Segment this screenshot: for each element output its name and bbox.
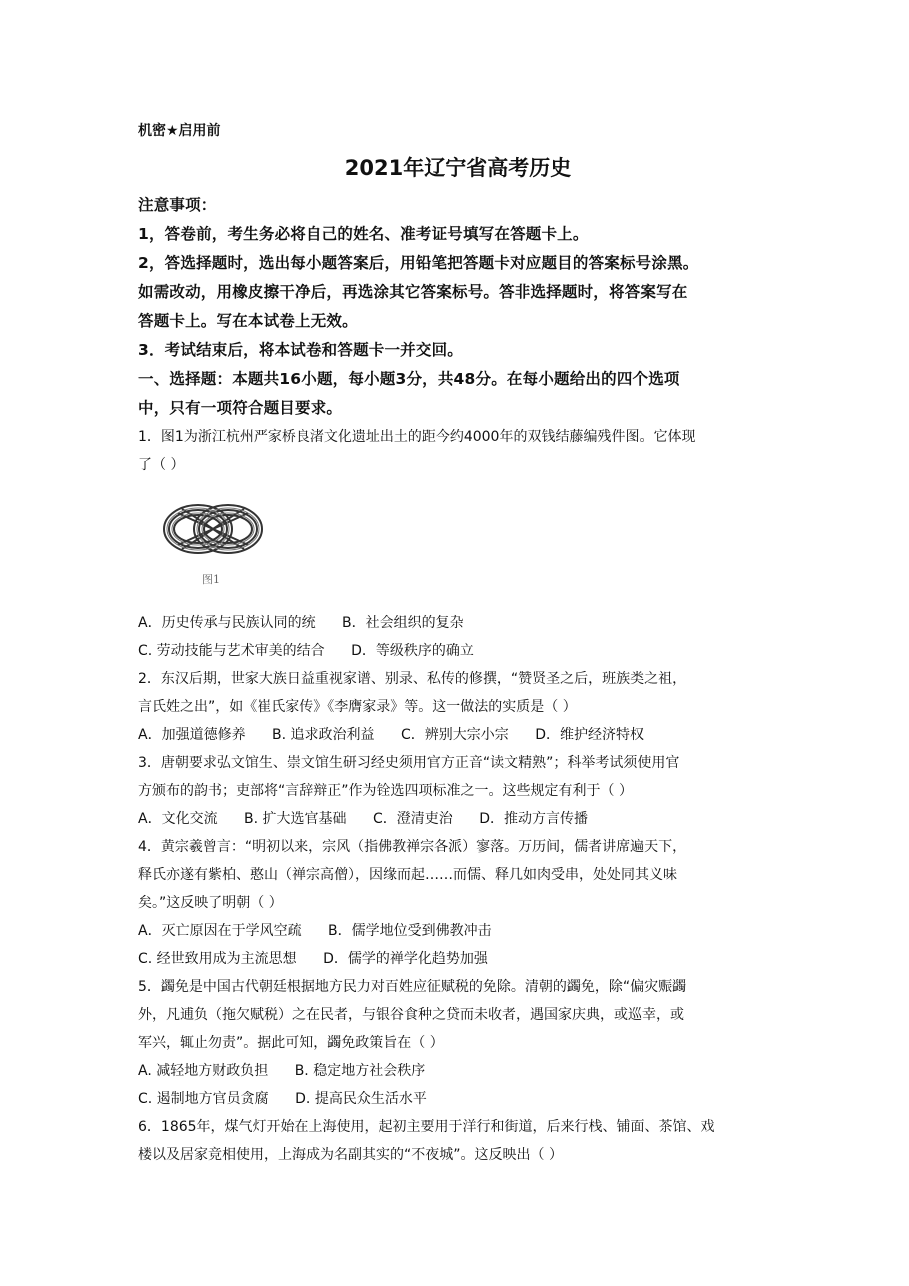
question-4-option-c: C. 经世致用成为主流思想 <box>138 951 297 967</box>
section-heading <box>138 365 778 423</box>
exam-page <box>138 118 778 1169</box>
question-4-stem-line-3: 矣。”这反映了明朝（ ） <box>138 895 283 911</box>
figure-1-double-coin-knot <box>158 495 268 595</box>
question-2-options-row <box>138 721 778 749</box>
question-5-option-c: C. 遏制地方官员贪腐 <box>138 1091 269 1107</box>
question-1-option-d: D．等级秩序的确立 <box>351 643 474 659</box>
question-5-option-d: D. 提高民众生活水平 <box>295 1091 427 1107</box>
question-1-options-row-1 <box>138 609 778 637</box>
notice-item-1: 1，答卷前，考生务必将自己的姓名、准考证号填写在答题卡上。 <box>138 225 589 243</box>
question-3-option-d: D．推动方言传播 <box>479 811 589 827</box>
question-3-option-b: B. 扩大选官基础 <box>244 811 347 827</box>
notice-heading: 注意事项： <box>138 196 217 214</box>
question-1 <box>138 423 778 665</box>
notice-item-3: 3．考试结束后，将本试卷和答题卡一并交回。 <box>138 341 463 359</box>
question-4 <box>138 833 778 973</box>
question-5-option-b: B. 稳定地方社会秩序 <box>294 1063 426 1079</box>
section-heading-line-2: 中，只有一项符合题目要求。 <box>138 399 343 417</box>
notice-item-2-line-3: 答题卡上。写在本试卷上无效。 <box>138 312 358 330</box>
question-4-option-a: A．灭亡原因在于学风空疏 <box>138 923 302 939</box>
notice-item-2-line-2: 如需改动，用橡皮擦干净后，再选涂其它答案标号。答非选择题时，将答案写在 <box>138 283 688 301</box>
question-4-stem-line-1: 4．黄宗羲曾言：“明初以来，宗风（指佛教禅宗各派）寥落。万历间，儒者讲席遍天下， <box>138 839 687 855</box>
question-5-stem-line-2: 外，凡逋负（拖欠赋税）之在民者，与银谷食种之贷而未收者，遇国家庆典，或巡幸，或 <box>138 1007 684 1023</box>
double-coin-knot-image <box>158 495 268 575</box>
question-4-option-b: B．儒学地位受到佛教冲击 <box>328 923 492 939</box>
question-1-options-row-2 <box>138 637 778 665</box>
question-3-stem-line-2: 方颁布的韵书；吏部将“言辞辩正”作为铨选四项标准之一。这些规定有利于（ ） <box>138 783 633 799</box>
question-5-options-row-2 <box>138 1085 778 1113</box>
question-1-option-b: B．社会组织的复杂 <box>342 615 464 631</box>
question-6 <box>138 1113 778 1169</box>
section-heading-line-1: 一、选择题：本题共16小题，每小题3分，共48分。在每小题给出的四个选项 <box>138 370 680 388</box>
question-2-option-d: D．维护经济特权 <box>535 727 645 743</box>
question-5-option-a: A. 减轻地方财政负担 <box>138 1063 269 1079</box>
question-6-stem-line-1: 6．1865年，煤气灯开始在上海使用，起初主要用于洋行和街道，后来行栈、铺面、茶馆、戏 <box>138 1119 715 1135</box>
question-5-stem-line-3: 军兴，辄止勿责”。据此可知，蠲免政策旨在（ ） <box>138 1035 444 1051</box>
question-4-stem-line-2: 释氏亦遂有紫柏、憨山（禅宗高僧），因缘而起……而儒、释几如肉受串，处处同其义味 <box>138 867 677 883</box>
confidential-label: 机密★启用前 <box>138 123 221 139</box>
question-3-options-row <box>138 805 778 833</box>
notice-block <box>138 191 778 365</box>
question-4-option-d: D．儒学的禅学化趋势加强 <box>323 951 488 967</box>
figure-1-caption: 图1 <box>202 573 220 586</box>
question-1-stem-line-2: 了（ ） <box>138 457 185 473</box>
question-3-option-a: A．文化交流 <box>138 811 218 827</box>
question-5 <box>138 973 778 1113</box>
question-2-option-a: A．加强道德修养 <box>138 727 246 743</box>
question-3-stem-line-1: 3．唐朝要求弘文馆生、崇文馆生研习经史须用官方正音“读文精熟”；科举考试须使用官 <box>138 755 680 771</box>
question-2-option-b: B. 追求政治利益 <box>272 727 375 743</box>
question-1-option-c: C. 劳动技能与艺术审美的结合 <box>138 643 325 659</box>
question-2-stem-line-2: 言氏姓之出”，如《崔氏家传》《李膺家录》等。这一做法的实质是（ ） <box>138 699 577 715</box>
notice-item-2-line-1: 2，答选择题时，选出每小题答案后，用铅笔把答题卡对应题目的答案标号涂黑。 <box>138 254 699 272</box>
question-4-options-row-1 <box>138 917 778 945</box>
question-2-option-c: C．辨别大宗小宗 <box>401 727 509 743</box>
question-6-stem-line-2: 楼以及居家竞相使用，上海成为名副其实的“不夜城”。这反映出（ ） <box>138 1147 563 1163</box>
question-3 <box>138 749 778 833</box>
question-3-option-c: C．澄清吏治 <box>373 811 453 827</box>
question-2 <box>138 665 778 749</box>
question-5-options-row-1 <box>138 1057 778 1085</box>
question-1-stem-line-1: 1．图1为浙江杭州严家桥良渚文化遗址出土的距今约4000年的双钱结藤编残件图。它体现 <box>138 429 696 445</box>
question-4-options-row-2 <box>138 945 778 973</box>
question-2-stem-line-1: 2．东汉后期，世家大族日益重视家谱、别录、私传的修撰，“赞贤圣之后，班族类之祖， <box>138 671 687 687</box>
question-1-option-a: A．历史传承与民族认同的统 <box>138 615 316 631</box>
question-5-stem-line-1: 5．蠲免是中国古代朝廷根据地方民力对百姓应征赋税的免除。清朝的蠲免，除“偏灾赈蠲 <box>138 979 687 995</box>
page-title: 2021年辽宁省高考历史 <box>344 156 572 180</box>
